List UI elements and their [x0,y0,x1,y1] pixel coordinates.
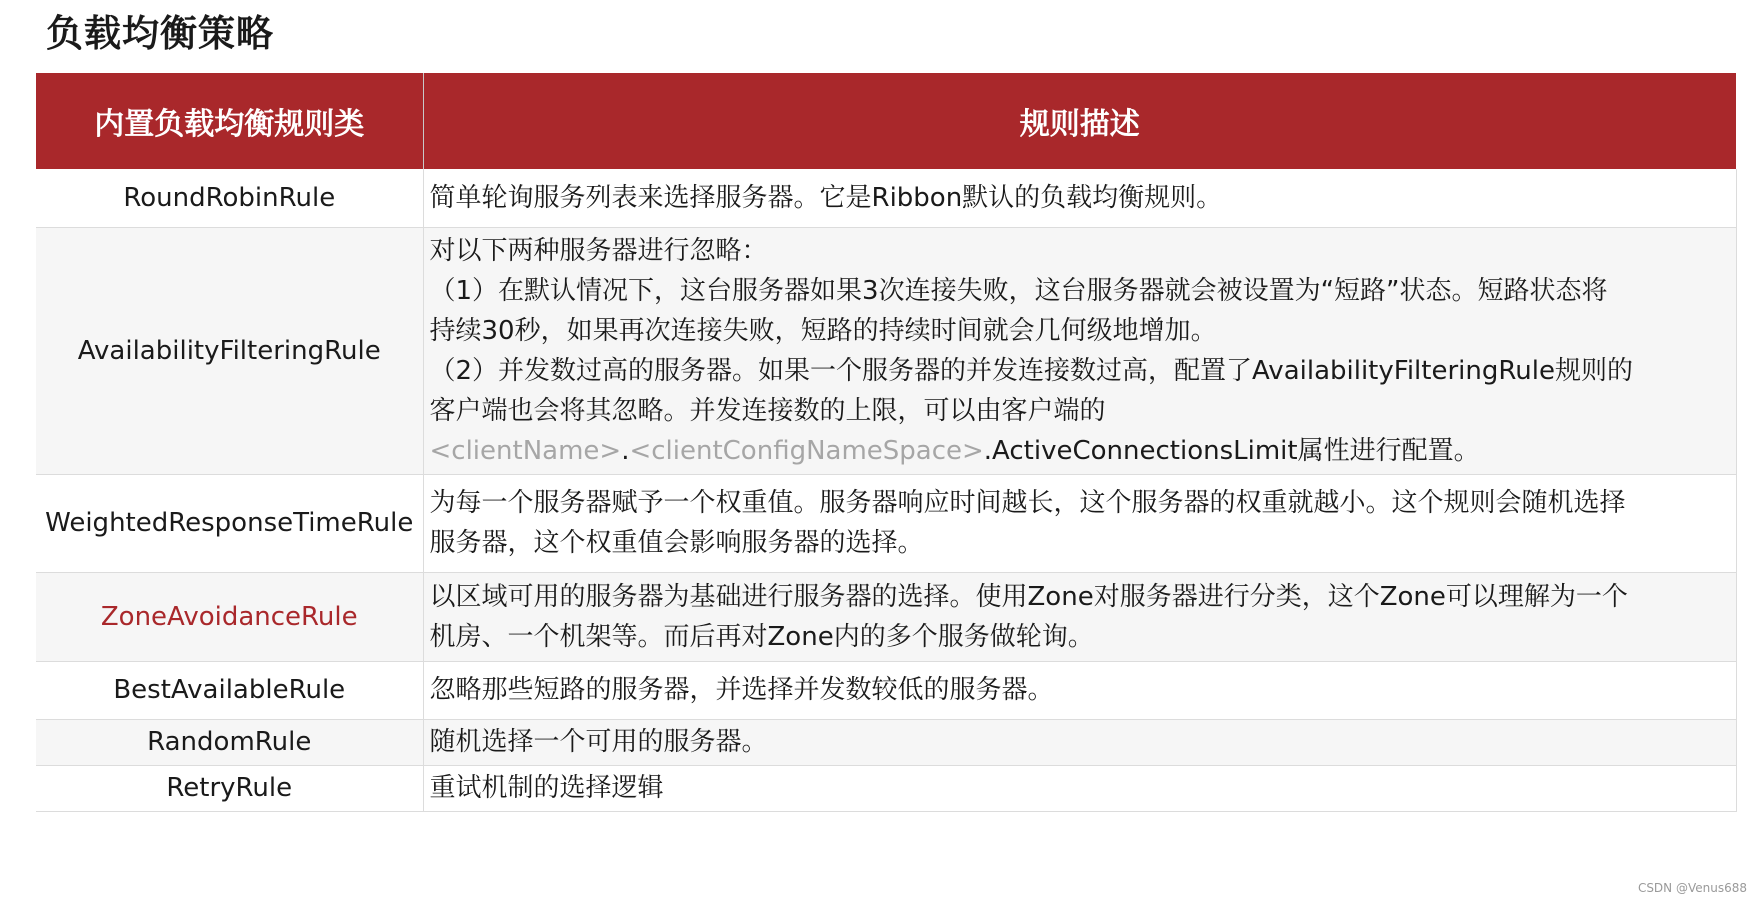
header-rule-class: 内置负载均衡规则类 [36,73,423,169]
description-line: 客户端也会将其忽略。并发连接数的上限，可以由客户端的 [429,395,1106,426]
description-line: 简单轮询服务列表来选择服务器。它是Ribbon默认的负载均衡规则。 [429,182,1223,213]
rule-name: AvailabilityFilteringRule [36,227,423,474]
description-code-line [430,431,1730,471]
rule-name: WeightedResponseTimeRule [36,474,423,572]
description-line: 机房、一个机架等。而后再对Zone内的多个服务做轮询。 [429,621,1094,652]
code-rest: .ActiveConnectionsLimit属性进行配置。 [983,435,1480,466]
description-line: （1）在默认情况下，这台服务器如果3次连接失败，这台服务器就会被设置为“短路”状态。短路状态将 [429,275,1608,306]
description-line: 重试机制的选择逻辑 [429,773,664,803]
header-description: 规则描述 [423,73,1736,169]
description-line: 忽略那些短路的服务器，并选择并发数较低的服务器。 [429,675,1054,705]
table-header [36,73,1736,169]
rule-name: RetryRule [36,765,423,811]
table-row [36,474,1736,572]
table-row [36,169,1736,227]
rule-name: BestAvailableRule [36,661,423,719]
code-dot: . [621,435,630,466]
rule-description [423,474,1736,572]
rule-name: RandomRule [36,719,423,765]
client-name-placeholder: <clientName> [429,435,622,466]
table-row [36,765,1736,811]
rule-description [423,227,1736,474]
table-row [36,227,1736,474]
description-line: （2）并发数过高的服务器。如果一个服务器的并发连接数过高，配置了AvailabilityFilteringRule规则的 [429,355,1633,386]
rule-description [423,765,1736,811]
table-row [36,719,1736,765]
description-line: 服务器，这个权重值会影响服务器的选择。 [429,528,924,558]
rule-name: RoundRobinRule [36,169,423,227]
rules-table [36,73,1737,812]
description-line: 为每一个服务器赋予一个权重值。服务器响应时间越长，这个服务器的权重就越小。这个规则会随机选择 [429,488,1626,518]
watermark: CSDN @Venus688 [1637,881,1747,895]
rule-description [423,719,1736,765]
rule-description [423,572,1736,661]
table-row [36,572,1736,661]
description-line: 对以下两种服务器进行忽略： [429,235,768,266]
rule-description [423,169,1736,227]
page-title: 负载均衡策略 [46,12,274,55]
rule-description [423,661,1736,719]
client-config-namespace-placeholder: <clientConfigNameSpace> [629,435,984,466]
header-row [36,73,1736,169]
description-line: 以区域可用的服务器为基础进行服务器的选择。使用Zone对服务器进行分类，这个Zone可以理解为一个 [429,581,1628,612]
description-line: 随机选择一个可用的服务器。 [429,727,768,757]
rule-name-highlighted: ZoneAvoidanceRule [36,572,423,661]
table-row [36,661,1736,719]
description-line: 持续30秒，如果再次连接失败，短路的持续时间就会几何级地增加。 [429,315,1217,346]
